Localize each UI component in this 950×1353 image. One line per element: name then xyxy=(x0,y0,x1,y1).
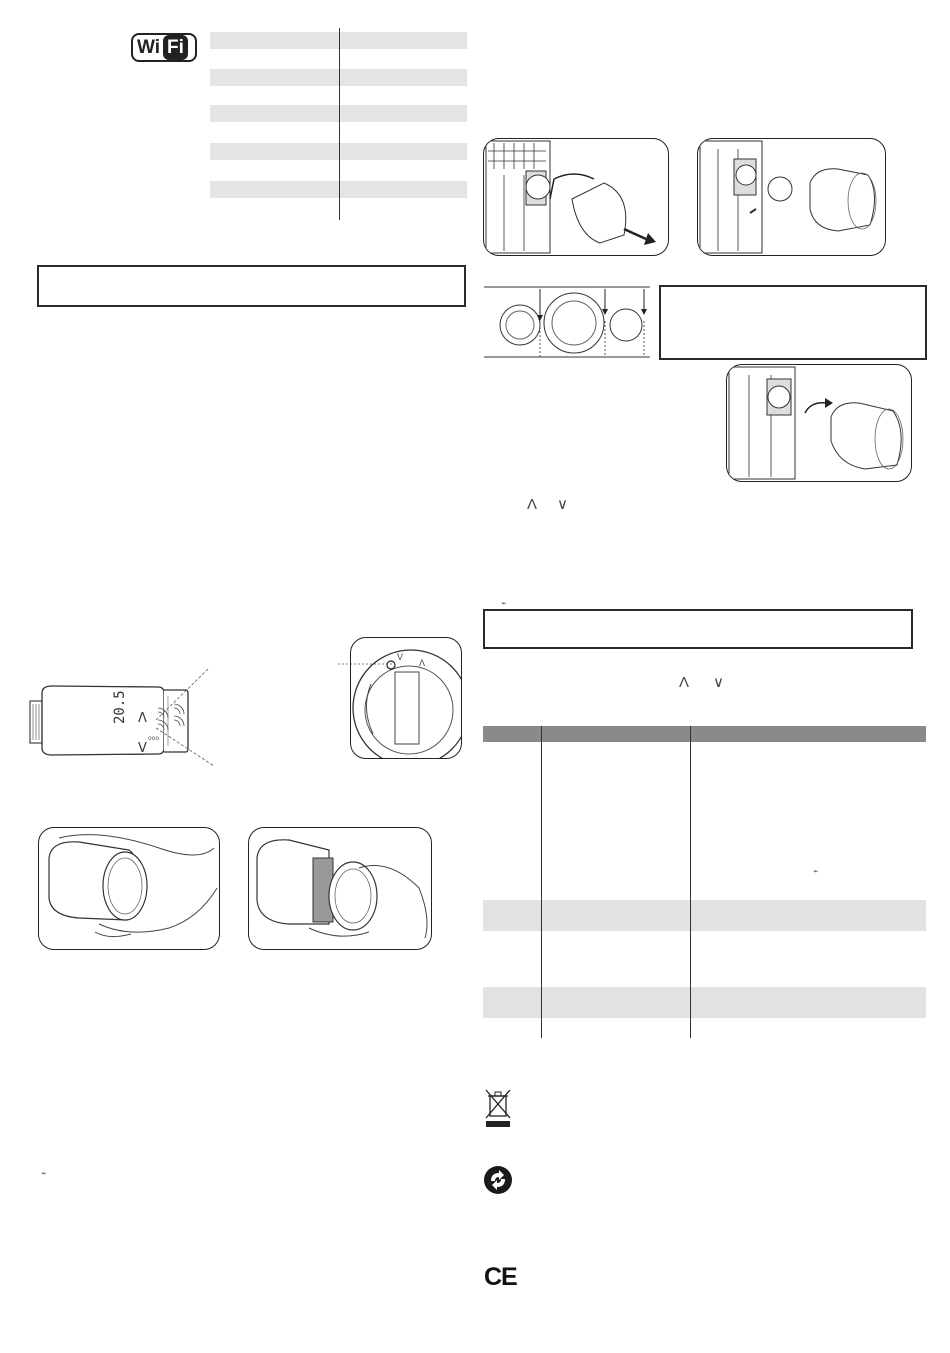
notice-box-right xyxy=(659,285,927,360)
svg-text:Λ: Λ xyxy=(419,658,426,668)
status-table-divider xyxy=(541,726,542,1038)
thermostat-display-readout: 20.5 xyxy=(112,690,128,724)
down-arrow-icon: ∨ xyxy=(713,674,724,691)
spec-table-divider xyxy=(339,28,340,220)
wifi-logo-text-fi: Fi xyxy=(163,35,188,60)
notice-box-pairing xyxy=(483,609,913,649)
install-adapter-illustration xyxy=(697,138,886,256)
down-arrow-icon: ∨ xyxy=(557,496,568,513)
mount-thermostat-illustration xyxy=(726,364,912,482)
battery-compartment-detail xyxy=(350,637,462,759)
wifi-logo-text-wi: Wi xyxy=(137,36,161,58)
svg-text:Λ: Λ xyxy=(138,711,147,726)
up-arrow-icon: Λ xyxy=(679,674,690,691)
remove-cover-illustration xyxy=(38,827,220,950)
status-table-row xyxy=(483,987,926,1018)
status-table-row xyxy=(483,900,926,931)
battery-insert-illustration xyxy=(248,827,432,950)
thermostat-side-illustration xyxy=(28,668,250,778)
green-dot-recycling-icon xyxy=(483,1165,513,1195)
status-table-header xyxy=(483,726,926,742)
signal-icon: ⌁ xyxy=(41,1168,47,1178)
callout-leader-line xyxy=(338,660,398,668)
crossed-out-wheelie-bin-icon xyxy=(484,1088,512,1128)
svg-text:ooo: ooo xyxy=(148,735,160,742)
notice-box-left xyxy=(37,265,466,307)
up-arrow-icon: Λ xyxy=(527,496,538,513)
signal-icon: ⌁ xyxy=(813,866,819,876)
signal-icon: ⌁ xyxy=(501,598,507,608)
remove-old-thermostat-illustration xyxy=(483,138,669,256)
svg-text:V: V xyxy=(397,652,404,662)
ce-mark: CE xyxy=(484,1263,517,1291)
svg-text:V: V xyxy=(138,741,147,756)
wifi-logo xyxy=(131,33,197,62)
status-table-divider xyxy=(690,726,691,1038)
adapter-rings-illustration xyxy=(484,285,650,359)
